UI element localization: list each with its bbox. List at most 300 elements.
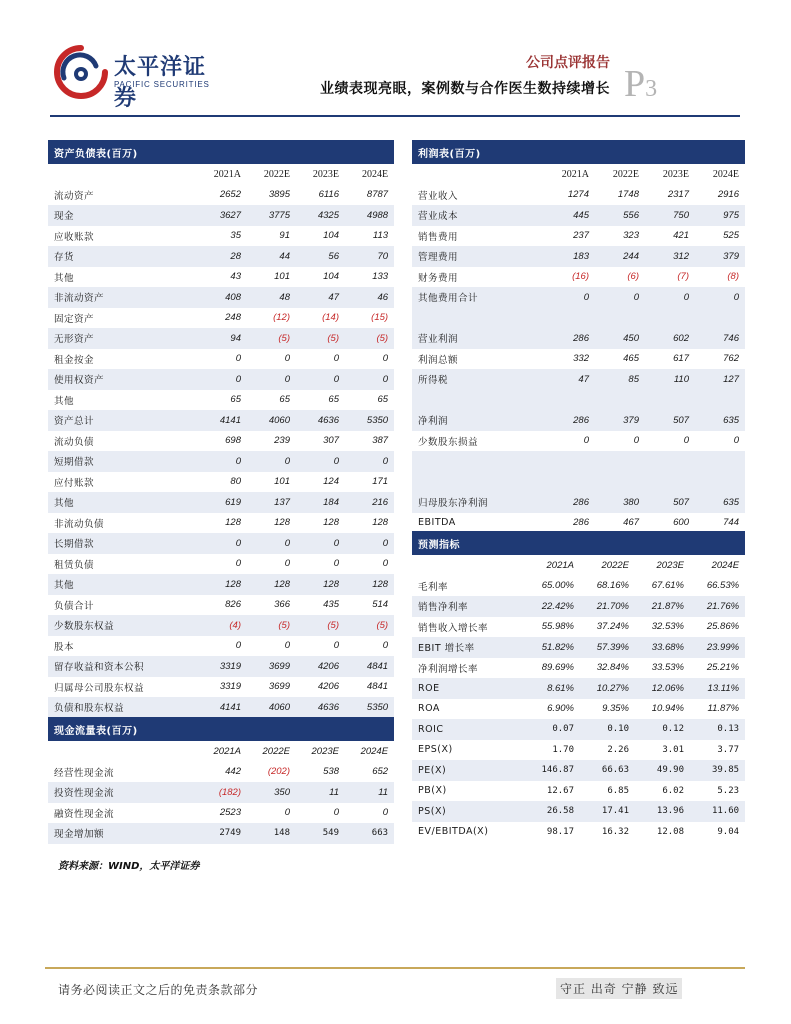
table-row: [48, 492, 394, 513]
table-cell: 216: [345, 492, 394, 513]
table-cell: 2749: [198, 823, 247, 844]
table-row: [412, 492, 745, 513]
table-cell: 70: [345, 246, 394, 267]
table-cell: 3699: [247, 656, 296, 677]
table-cell: (4): [198, 615, 247, 636]
table-cell: 3.77: [717, 744, 740, 755]
table-cell: 0: [382, 640, 389, 652]
table-cell: 39.85: [690, 760, 745, 781]
table-cell: 467: [623, 517, 639, 529]
table-cell: 113: [372, 230, 389, 242]
table-cell: 746: [695, 328, 745, 349]
table-cell: [645, 472, 695, 493]
table-cell: 2317: [667, 189, 689, 201]
row-label: [412, 451, 545, 472]
table-cell: 1748: [617, 189, 639, 201]
table-cell: (6): [627, 271, 639, 283]
table-cell: 600: [673, 517, 689, 529]
table-cell: 10.27%: [580, 678, 635, 699]
table-cell: 652: [372, 766, 389, 778]
table-row: [412, 226, 745, 247]
table-cell: 65.00%: [541, 580, 574, 592]
row-label: 其他: [48, 492, 198, 513]
table-row: [412, 719, 745, 740]
table-cell: 1274: [567, 189, 589, 201]
table-row: [48, 823, 394, 844]
table-cell: 0: [683, 435, 689, 447]
row-label: 无形资产: [48, 328, 198, 349]
cash-flow-title: 现金流量表(百万): [48, 717, 394, 741]
row-label: 归属母公司股东权益: [54, 682, 145, 694]
year-header: 2021A: [545, 164, 595, 185]
table-cell: 11.60: [690, 801, 745, 822]
table-cell: 68.16%: [596, 580, 629, 592]
table-cell: 85: [595, 369, 645, 390]
table-cell: 507: [645, 492, 695, 513]
table-cell: 128: [225, 517, 241, 529]
table-cell: 826: [225, 599, 241, 611]
table-cell: 387: [372, 435, 389, 447]
row-label: 投资性现金流: [48, 782, 198, 803]
table-cell: 0: [345, 369, 394, 390]
logo-chinese-name: 太平洋证券: [114, 55, 207, 111]
table-row: [412, 308, 745, 329]
table-cell: 32.53%: [651, 621, 684, 633]
table-cell: 698: [225, 435, 241, 447]
year-header: 2021A: [525, 555, 580, 576]
table-cell: 128: [345, 574, 394, 595]
table-cell: 65: [279, 394, 290, 406]
year-header: 2021A: [198, 741, 247, 762]
data-source: 资料来源：WIND，太平洋证券: [58, 861, 200, 872]
row-label: 使用权资产: [48, 369, 198, 390]
year-header: 2023E: [635, 555, 690, 576]
table-cell: [645, 308, 695, 329]
row-label: 资产总计: [48, 410, 198, 431]
table-cell: 1.70: [552, 744, 574, 755]
year-header: 2022E: [580, 555, 635, 576]
table-cell: 16.32: [601, 826, 629, 837]
table-cell: 21.70%: [580, 596, 635, 617]
table-cell: 101: [274, 476, 290, 488]
table-cell: 0: [382, 353, 389, 365]
table-cell: 0: [235, 558, 241, 570]
table-cell: 128: [323, 517, 339, 529]
table-cell: 750: [645, 205, 695, 226]
table-cell: 4841: [366, 681, 389, 693]
table-cell: 635: [695, 492, 745, 513]
row-label: 应付账款: [54, 477, 95, 489]
row-label: 其他: [48, 574, 198, 595]
table-cell: [545, 451, 595, 472]
table-row: [48, 369, 394, 390]
year-header: 2021A: [198, 164, 247, 185]
table-cell: 110: [645, 369, 695, 390]
footer-rule: [45, 967, 745, 969]
table-row: [48, 615, 394, 636]
table-row: [412, 658, 745, 679]
table-cell: [595, 308, 645, 329]
table-cell: (5): [345, 328, 394, 349]
table-cell: 65: [230, 394, 241, 406]
table-cell: 26.58: [525, 801, 580, 822]
table-cell: 4636: [296, 697, 345, 718]
table-cell: 0: [382, 558, 389, 570]
table-cell: (5): [296, 328, 345, 349]
document-type: 公司点评报告: [526, 55, 610, 71]
table-cell: 4141: [198, 410, 247, 431]
table-cell: (15): [371, 312, 389, 324]
table-cell: 4060: [247, 697, 296, 718]
table-cell: 91: [279, 230, 290, 242]
table-cell: [695, 308, 745, 329]
table-row: [412, 349, 745, 370]
table-cell: [695, 390, 745, 411]
income-statement-table: [412, 140, 745, 533]
table-cell: 25.86%: [706, 621, 740, 633]
table-cell: 12.67: [546, 785, 574, 796]
balance-sheet-table: [48, 140, 394, 718]
year-header: 2022E: [247, 741, 296, 762]
table-row: [48, 410, 394, 431]
table-row: [48, 205, 394, 226]
table-cell: 65: [328, 394, 339, 406]
table-cell: 4841: [345, 656, 394, 677]
table-cell: 0: [235, 353, 241, 365]
table-cell: (182): [198, 782, 247, 803]
forecast-title: 预测指标: [412, 531, 745, 555]
table-cell: 33.53%: [651, 662, 684, 674]
row-label: 负债和股东权益: [48, 697, 198, 718]
table-row: [412, 617, 745, 638]
table-cell: 4206: [317, 681, 339, 693]
table-cell: 98.17: [546, 826, 574, 837]
table-cell: [595, 390, 645, 411]
table-cell: 48: [247, 287, 296, 308]
table-cell: 248: [225, 312, 241, 324]
table-row: [412, 781, 745, 802]
table-cell: [595, 451, 645, 472]
table-cell: [545, 472, 595, 493]
table-cell: 6.85: [607, 785, 629, 796]
table-cell: 44: [247, 246, 296, 267]
table-row: [48, 185, 394, 206]
row-label: 财务费用: [418, 272, 459, 284]
table-cell: 421: [673, 230, 689, 242]
table-row: [48, 677, 394, 698]
table-row: [48, 697, 394, 718]
row-label: 现金增加额: [48, 823, 198, 844]
row-label: [412, 308, 545, 329]
table-row: [412, 678, 745, 699]
table-cell: 4141: [198, 697, 247, 718]
table-cell: 0: [583, 435, 589, 447]
row-label: 非流动负债: [54, 518, 105, 530]
table-cell: 556: [595, 205, 645, 226]
table-cell: 0.13: [690, 719, 745, 740]
table-cell: [595, 472, 645, 493]
table-cell: 0: [247, 533, 296, 554]
table-cell: 312: [645, 246, 695, 267]
year-header: 2023E: [645, 164, 695, 185]
table-cell: 183: [545, 246, 595, 267]
table-cell: 635: [695, 410, 745, 431]
table-cell: 37.24%: [596, 621, 629, 633]
table-cell: 22.42%: [525, 596, 580, 617]
table-cell: 9.35%: [602, 703, 629, 715]
table-cell: 6116: [318, 189, 339, 201]
row-label: 租金按金: [54, 354, 95, 366]
table-row: [412, 205, 745, 226]
row-label: EBITDA: [418, 517, 456, 529]
table-cell: 380: [595, 492, 645, 513]
table-cell: 237: [573, 230, 589, 242]
table-cell: 8787: [366, 189, 389, 201]
row-label: 毛利率: [418, 581, 449, 593]
row-label: 租赁负债: [54, 559, 95, 571]
table-cell: 146.87: [525, 760, 580, 781]
table-cell: 0: [284, 353, 290, 365]
table-cell: 244: [595, 246, 645, 267]
table-cell: 3319: [219, 681, 241, 693]
table-row: [48, 656, 394, 677]
table-cell: 450: [595, 328, 645, 349]
table-cell: 57.39%: [580, 637, 635, 658]
table-cell: 4325: [296, 205, 345, 226]
row-label: 归母股东净利润: [412, 492, 545, 513]
table-cell: [645, 451, 695, 472]
table-cell: 286: [545, 328, 595, 349]
table-cell: 442: [225, 766, 241, 778]
table-row: [48, 595, 394, 616]
row-label: 短期借款: [48, 451, 198, 472]
table-cell: 128: [296, 574, 345, 595]
table-cell: (5): [247, 615, 296, 636]
company-motto: 守正 出奇 宁静 致远: [556, 978, 682, 999]
table-cell: 0: [333, 640, 339, 652]
table-cell: (5): [247, 328, 296, 349]
row-label: EPS(X): [418, 744, 453, 756]
table-cell: 133: [372, 271, 389, 283]
balance-sheet-title: 资产负债表(百万): [48, 140, 394, 164]
table-cell: 2523: [219, 807, 241, 819]
table-cell: 286: [545, 492, 595, 513]
table-cell: 0: [333, 807, 339, 819]
year-header: 2024E: [695, 164, 745, 185]
table-cell: 104: [323, 230, 339, 242]
table-cell: 80: [230, 476, 241, 488]
table-cell: 12.06%: [635, 678, 690, 699]
table-cell: 332: [573, 353, 589, 365]
table-cell: 128: [372, 517, 389, 529]
table-cell: 3627: [198, 205, 247, 226]
cash-flow-table: [48, 717, 394, 844]
table-row: [48, 762, 394, 783]
table-cell: 514: [372, 599, 389, 611]
row-label: ROE: [412, 678, 525, 699]
table-cell: 0: [733, 435, 739, 447]
table-row: [412, 246, 745, 267]
table-row: [412, 760, 745, 781]
table-row: [48, 308, 394, 329]
table-cell: 525: [723, 230, 739, 242]
table-row: [48, 782, 394, 803]
row-label: 其他: [54, 272, 75, 284]
table-row: [412, 637, 745, 658]
table-row: [412, 369, 745, 390]
row-label: 营业利润: [412, 328, 545, 349]
table-cell: 11: [345, 782, 394, 803]
row-label: 管理费用: [412, 246, 545, 267]
table-cell: 23.99%: [690, 637, 745, 658]
table-cell: 10.94%: [651, 703, 684, 715]
table-cell: 33.68%: [635, 637, 690, 658]
table-cell: 549: [296, 823, 345, 844]
row-label: 销售收入增长率: [418, 622, 489, 634]
table-row: [48, 287, 394, 308]
table-cell: 2.26: [607, 744, 629, 755]
table-cell: 0: [695, 287, 745, 308]
table-row: [412, 185, 745, 206]
table-cell: 51.82%: [525, 637, 580, 658]
table-row: [412, 410, 745, 431]
table-cell: 3895: [268, 189, 290, 201]
table-cell: 0: [284, 558, 290, 570]
table-cell: 148: [247, 823, 296, 844]
table-cell: 0: [333, 353, 339, 365]
table-row: [48, 267, 394, 288]
year-header: 2022E: [247, 164, 296, 185]
table-cell: 0: [345, 451, 394, 472]
table-row: [48, 431, 394, 452]
table-cell: 128: [198, 574, 247, 595]
company-logo: [50, 42, 210, 111]
table-cell: 0.10: [580, 719, 635, 740]
year-header: 2023E: [296, 164, 345, 185]
table-cell: 2916: [717, 189, 739, 201]
table-cell: (16): [572, 271, 589, 283]
table-cell: 5350: [345, 697, 394, 718]
table-row: [412, 431, 745, 452]
table-cell: (7): [677, 271, 689, 283]
table-cell: 408: [198, 287, 247, 308]
table-cell: (8): [727, 271, 739, 283]
table-cell: 538: [323, 766, 339, 778]
table-cell: 0: [633, 435, 639, 447]
year-header: 2024E: [345, 741, 394, 762]
table-cell: 6.02: [662, 785, 684, 796]
table-row: [48, 246, 394, 267]
page-headline: 业绩表现亮眼，案例数与合作医生数持续增长: [320, 81, 610, 97]
row-label: 经营性现金流: [54, 767, 115, 779]
table-row: [48, 451, 394, 472]
page-number: P3: [624, 63, 658, 105]
row-label: 利润总额: [418, 354, 459, 366]
table-row: [48, 554, 394, 575]
table-cell: 0: [198, 533, 247, 554]
table-cell: 0: [247, 369, 296, 390]
row-label: 固定资产: [54, 313, 95, 325]
pacific-securities-logo-icon: [50, 42, 112, 102]
table-row: [412, 740, 745, 761]
table-cell: 184: [296, 492, 345, 513]
forecast-table: [412, 531, 745, 842]
table-cell: 17.41: [580, 801, 635, 822]
table-cell: 128: [247, 574, 296, 595]
table-cell: 3319: [198, 656, 247, 677]
table-row: [412, 451, 745, 472]
table-cell: (14): [322, 312, 339, 324]
table-row: [412, 699, 745, 720]
row-label: 长期借款: [48, 533, 198, 554]
table-cell: 0: [235, 640, 241, 652]
header-rule: [50, 115, 740, 117]
table-cell: 101: [274, 271, 290, 283]
table-cell: 4636: [296, 410, 345, 431]
table-row: [48, 574, 394, 595]
table-cell: 49.90: [635, 760, 690, 781]
table-row: [412, 513, 745, 534]
table-cell: 286: [573, 517, 589, 529]
row-label: 少数股东损益: [418, 436, 479, 448]
table-cell: 4988: [345, 205, 394, 226]
table-cell: 619: [198, 492, 247, 513]
row-label: 少数股东权益: [48, 615, 198, 636]
row-label: 融资性现金流: [54, 808, 115, 820]
disclaimer-text: 请务必阅读正文之后的免责条款部分: [58, 983, 259, 997]
table-cell: 663: [345, 823, 394, 844]
table-cell: 366: [274, 599, 290, 611]
year-header: 2022E: [595, 164, 645, 185]
row-label: 净利润增长率: [418, 663, 479, 675]
row-label: [412, 390, 545, 411]
table-cell: 0: [247, 451, 296, 472]
table-cell: 307: [323, 435, 339, 447]
table-row: [412, 267, 745, 288]
table-cell: (5): [345, 615, 394, 636]
table-cell: 128: [274, 517, 290, 529]
table-cell: 55.98%: [541, 621, 574, 633]
table-cell: 25.21%: [706, 662, 740, 674]
table-cell: 3775: [247, 205, 296, 226]
table-row: [48, 328, 394, 349]
row-label: 存货: [48, 246, 198, 267]
row-label: PB(X): [418, 785, 447, 797]
table-cell: 2652: [219, 189, 241, 201]
table-cell: (202): [267, 766, 290, 778]
table-cell: [695, 451, 745, 472]
table-cell: 0: [345, 533, 394, 554]
table-cell: 0.12: [635, 719, 690, 740]
row-label: EBIT 增长率: [412, 637, 525, 658]
table-cell: 286: [545, 410, 595, 431]
table-cell: 21.87%: [635, 596, 690, 617]
table-cell: 21.76%: [690, 596, 745, 617]
table-cell: 32.84%: [596, 662, 629, 674]
row-label: 销售净利率: [412, 596, 525, 617]
table-row: [48, 390, 394, 411]
table-cell: 12.08: [656, 826, 684, 837]
table-cell: [545, 308, 595, 329]
table-cell: 0: [333, 558, 339, 570]
table-cell: [545, 390, 595, 411]
table-row: [412, 390, 745, 411]
table-cell: 0: [296, 533, 345, 554]
table-cell: 66.63: [580, 760, 635, 781]
row-label: 负债合计: [54, 600, 95, 612]
table-cell: 0: [382, 807, 389, 819]
table-cell: 0: [296, 369, 345, 390]
